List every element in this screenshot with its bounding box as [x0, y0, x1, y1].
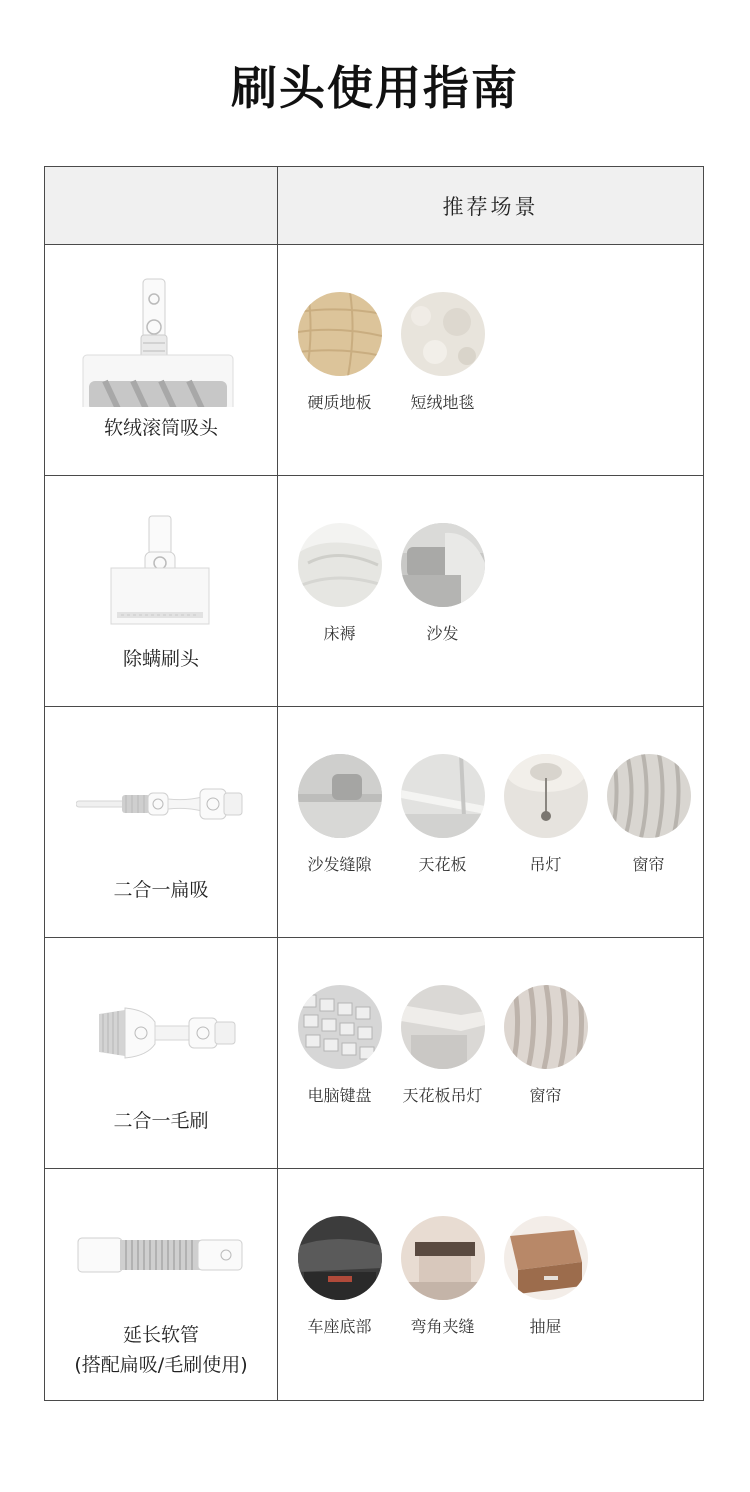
scene-label: 沙发 — [426, 623, 459, 643]
product-cell — [45, 476, 278, 706]
scene-label: 弯角夹缝 — [410, 1317, 475, 1336]
wood-floor-icon — [298, 292, 382, 376]
product-name: 软绒滚筒吸头 — [103, 417, 218, 439]
scene-cell — [278, 245, 703, 475]
mattress-icon — [298, 523, 382, 607]
scene-label: 吊灯 — [529, 854, 562, 874]
dust-brush-icon — [76, 970, 246, 1100]
table-row — [45, 707, 703, 938]
scene-label: 硬质地板 — [307, 392, 372, 412]
page-title: 刷头使用指南 — [231, 61, 519, 115]
product-name: 延长软管 — [122, 1323, 199, 1346]
table-row — [45, 245, 703, 476]
scene-label: 车座底部 — [307, 1317, 372, 1336]
scene-label: 窗帘 — [632, 854, 665, 874]
scene-label: 沙发缝隙 — [307, 854, 372, 874]
scene-item — [288, 292, 391, 413]
keyboard-icon — [298, 985, 382, 1069]
product-name: 除螨刷头 — [122, 648, 199, 670]
soft-roller-brush-icon — [76, 277, 246, 407]
table-header — [45, 167, 703, 245]
car-seat-icon — [298, 1216, 382, 1300]
scene-item — [288, 523, 391, 644]
product-cell — [45, 245, 278, 475]
product-cell — [45, 938, 278, 1168]
scene-label: 抽屉 — [529, 1317, 562, 1336]
product-name: 二合一扁吸 — [113, 879, 209, 901]
ceiling-icon — [401, 754, 485, 838]
curtain-icon — [504, 985, 588, 1069]
scene-label: 天花板 — [418, 854, 467, 874]
product-subtitle: (搭配扁吸/毛刷使用) — [74, 1353, 248, 1376]
table-row — [45, 1169, 703, 1400]
scene-item — [288, 754, 391, 875]
table-row — [45, 938, 703, 1169]
scene-label: 床褥 — [323, 623, 356, 643]
drawer-icon — [504, 1216, 588, 1300]
scene-item — [391, 523, 494, 644]
scene-item — [288, 1216, 391, 1337]
scene-cell — [278, 707, 703, 937]
scene-item — [597, 754, 700, 875]
table-row — [45, 476, 703, 707]
header-blank-cell — [45, 167, 278, 244]
scene-label: 窗帘 — [529, 1085, 562, 1105]
scene-cell — [278, 476, 703, 706]
scene-item — [391, 985, 494, 1106]
corner-gap-icon — [401, 1216, 485, 1300]
product-name: 二合一毛刷 — [113, 1110, 209, 1132]
scene-cell — [278, 1169, 703, 1400]
scene-item — [494, 1216, 597, 1337]
scene-item — [391, 292, 494, 413]
short-carpet-icon — [401, 292, 485, 376]
crevice-tool-icon — [76, 739, 246, 869]
curtain-icon — [607, 754, 691, 838]
pendant-lamp-icon — [504, 754, 588, 838]
scene-item — [494, 985, 597, 1106]
header-recommended-scenes: 推荐场景 — [442, 194, 539, 219]
scene-item — [288, 985, 391, 1106]
scene-item — [494, 754, 597, 875]
scene-item — [391, 1216, 494, 1337]
scene-label: 短绒地毯 — [410, 392, 475, 412]
scene-cell — [278, 938, 703, 1168]
scene-item — [391, 754, 494, 875]
brush-guide-table — [44, 166, 704, 1401]
mite-brush-icon — [76, 508, 246, 638]
product-cell — [45, 707, 278, 937]
extension-hose-icon — [76, 1190, 246, 1320]
sofa-gap-icon — [298, 754, 382, 838]
scene-label: 电脑键盘 — [307, 1085, 372, 1105]
product-cell — [45, 1169, 278, 1400]
ceiling-lamp-icon — [401, 985, 485, 1069]
sofa-icon — [401, 523, 485, 607]
scene-label: 天花板吊灯 — [402, 1085, 483, 1105]
